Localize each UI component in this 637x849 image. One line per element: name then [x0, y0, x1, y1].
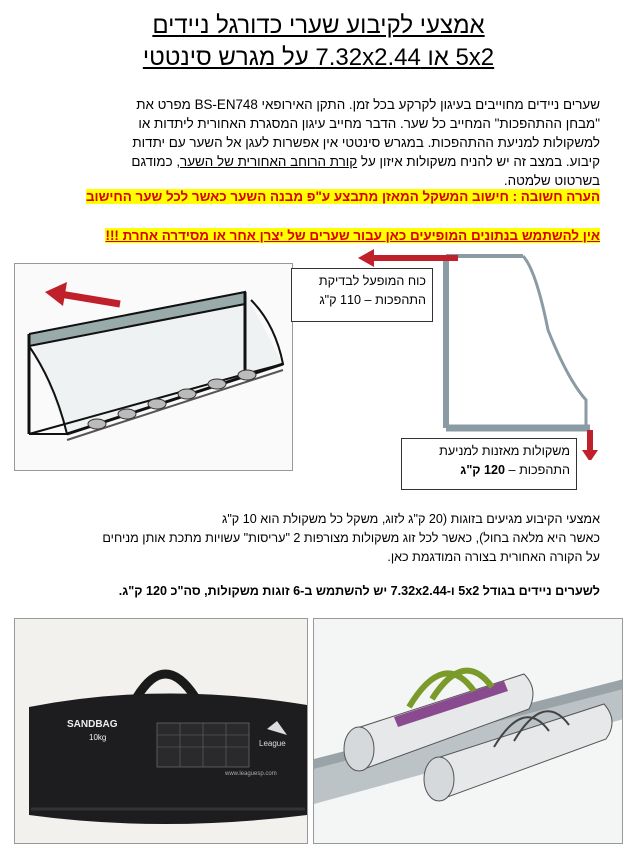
- goal-side-view-drawing: [428, 250, 603, 460]
- force-callout: כוח המופעל לבדיקת התהפכות – 110 ק"ג: [291, 268, 433, 322]
- page-title-line2: 5x2 או 7.32x2.44 על מגרש סינטטי: [142, 44, 495, 71]
- sandbag-photo: [14, 618, 308, 844]
- intro-line: "מבחן ההתהפכות" המחייב כל שער. הדבר מחייב עיגון המסגרת האחורית ליתדות או: [138, 116, 600, 131]
- bottom-summary: לשערים ניידים בגודל 5x2 ו-7.32x2.44 יש להשתמש ב-6 זוגות משקולות, סה"כ 120 ק"ג.: [118, 584, 600, 598]
- intro-line: בשרטוט שלמטה.: [503, 173, 600, 188]
- weight-arrow-icon: [582, 430, 598, 460]
- weights-on-crossbar-drawing: [313, 618, 623, 844]
- page-title-line1: אמצעי לקיבוע שערי כדורגל ניידים: [152, 12, 485, 39]
- sandbag-label: SANDBAG: [67, 719, 118, 730]
- intro-paragraph: [40, 95, 600, 190]
- brand-logo: League: [259, 739, 286, 748]
- force-arrow-icon: [356, 248, 434, 268]
- intro-line: למשקולות למניעת ההתהפכות. במגרש סינטטי אין אפשרות לעגן אל השער עם יתדות: [132, 135, 600, 150]
- weights-callout: משקולות מאזנות למניעת התהפכות – 120 ק"ג: [401, 438, 577, 490]
- sandbag-weight: 10kg: [89, 733, 107, 742]
- intro-line: קיבוע. במצב זה יש להניח משקולות איזון על קורת הרוחב האחורית של השער, כמודגם: [131, 154, 600, 169]
- goal-frame-3d-drawing: [14, 263, 293, 471]
- rear-crossbar-text: קורת הרוחב האחורית של השער: [180, 154, 358, 169]
- important-note: הערה חשובה : חישוב המשקל המאזן מתבצע ע"פ מבנה השער כאשר לכל שער החישוב: [85, 189, 600, 204]
- bottom-paragraph: אמצעי הקיבוע מגיעים בזוגות (20 ק"ג לזוג, משקל כל משקולת הוא 10 ק"ג כאשר היא מלאה בחול), כאשר לכל זוג משקולות מצורפות 2 "עריסות" עשויות מתכת אותן מניחים על הקורה האחורית בצורה המודגמת כאן.: [102, 512, 600, 564]
- warning-note: אין להשתמש בנתונים המופיעים כאן עבור שערים של יצרן אחר או מסידרה אחרת !!!: [105, 228, 600, 243]
- intro-line: שערים ניידים מחוייבים בעיגון לקרקע בכל זמן. התקן האירופאי BS-EN748 מפרט את: [136, 97, 600, 112]
- brand-url: www.leaguesp.com: [225, 771, 277, 777]
